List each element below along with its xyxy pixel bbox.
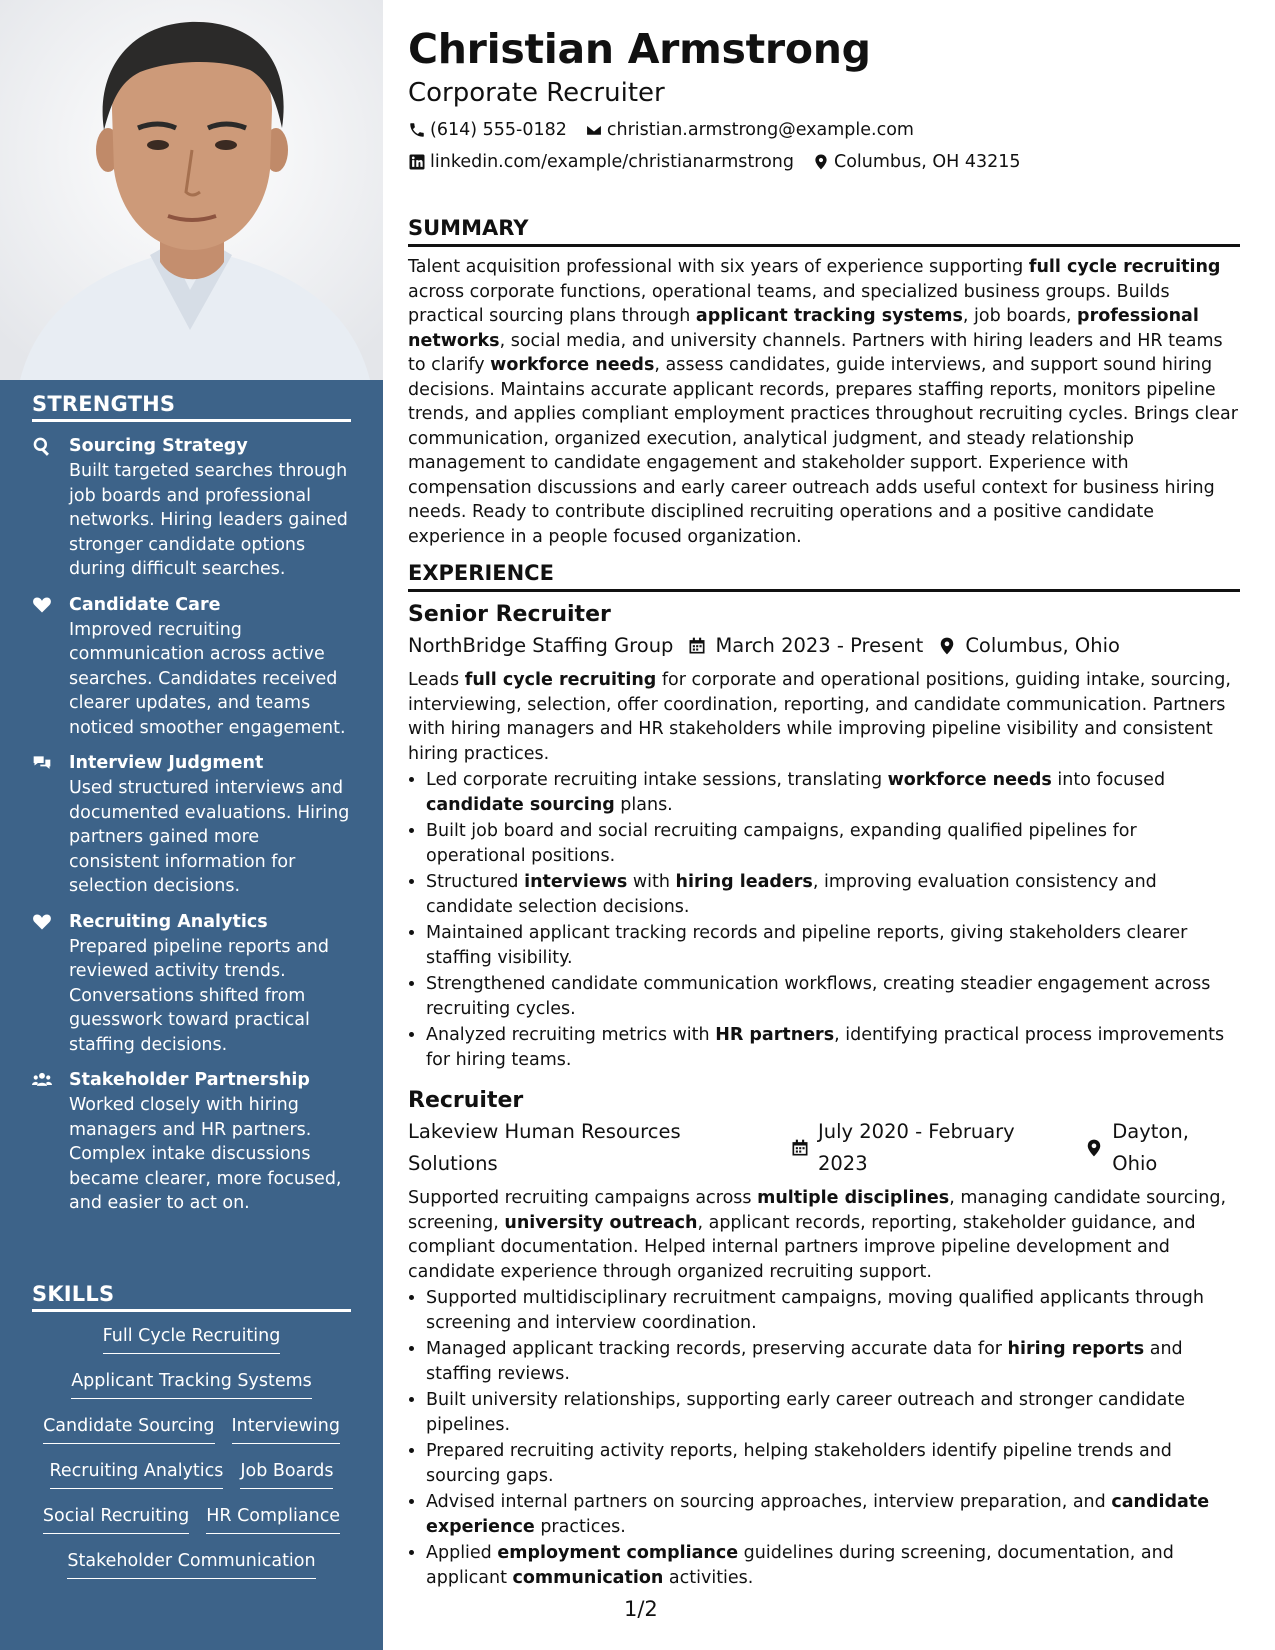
job-dates: March 2023 - Present <box>715 634 924 657</box>
skill-row <box>32 1414 351 1459</box>
skill-row <box>32 1324 351 1369</box>
job-meta <box>408 1116 1240 1180</box>
text-segment: , assess candidates, guide interviews, and support sound hiring decisions. Maintains accurate applicant records, prepares staffing reports, monitors pipeline trends, and applies compliant employment practices throughout recruiting cycles. Brings clear communication, organized execution, analytical judgment, and steady relationship management to candidate engagement and stakeholder support. Experience with compensation discussions and early career outreach adds useful context for business hiring needs. Ready to contribute disciplined recruiting operations and a positive candidate experience in a people focused organization. <box>408 355 1238 547</box>
skill-tag: Recruiting Analytics <box>50 1459 224 1489</box>
achievement-item <box>426 1023 1240 1072</box>
strength-description: Prepared pipeline reports and reviewed activity trends. Conversations shifted from guesswork toward practical staffing decisions. <box>69 936 329 1055</box>
text-segment: Maintained applicant tracking records and pipeline reports, giving stakeholders clearer staffing visibility. <box>426 923 1188 968</box>
candidate-name: Christian Armstrong <box>408 25 871 73</box>
strength-item <box>32 1068 351 1216</box>
profile-photo <box>0 0 383 380</box>
text-segment: across corporate functions, operational teams, and specialized business groups. Builds practical sourcing plans through <box>408 281 1170 326</box>
achievement-item <box>426 1388 1240 1437</box>
job-location: Columbus, Ohio <box>965 634 1120 657</box>
skill-row <box>32 1549 351 1594</box>
skill-row <box>32 1459 351 1504</box>
phone-contact <box>408 114 567 146</box>
chat-icon <box>32 751 69 899</box>
text-segment: with <box>627 872 676 892</box>
users-icon <box>32 1068 69 1216</box>
contact-row <box>408 146 1240 178</box>
map-pin-icon <box>812 153 830 171</box>
strength-title: Interview Judgment <box>69 753 264 773</box>
experience-section <box>408 561 1240 1590</box>
emphasis-text: HR partners <box>715 1025 835 1045</box>
strength-description: Improved recruiting communication across active searches. Candidates received clearer updates, and teams noticed smoother engagement. <box>69 619 346 738</box>
phone-icon <box>408 121 426 139</box>
location-text: Columbus, OH 43215 <box>834 152 1021 172</box>
emphasis-text: communication <box>512 1567 664 1588</box>
text-segment: , social media, and university channels. Partners with hiring leaders and HR teams to clarify <box>408 330 1223 375</box>
company-name: Lakeview Human Resources Solutions <box>408 1120 681 1175</box>
emphasis-text: professional networks <box>408 306 1199 351</box>
text-segment: Prepared recruiting activity reports, helping stakeholders identify pipeline trends and sourcing gaps. <box>426 1441 1172 1486</box>
main-content <box>408 22 1240 1592</box>
skills-section <box>32 1282 351 1594</box>
email-contact[interactable] <box>585 114 914 146</box>
emphasis-text: candidate sourcing <box>426 794 615 815</box>
emphasis-text: employment compliance <box>497 1543 739 1563</box>
text-segment: Built job board and social recruiting campaigns, expanding qualified pipelines for operational positions. <box>426 821 1137 866</box>
achievement-item <box>426 1337 1240 1386</box>
emphasis-text: university outreach <box>504 1212 698 1233</box>
emphasis-text: hiring reports <box>1007 1339 1145 1359</box>
emphasis-text: hiring leaders <box>675 872 813 892</box>
skill-tag: Job Boards <box>240 1459 333 1489</box>
strength-item <box>32 434 351 582</box>
achievement-list <box>408 1286 1240 1590</box>
text-segment: into focused <box>1051 770 1166 790</box>
strength-item <box>32 593 351 741</box>
calendar-icon <box>776 1138 818 1158</box>
linkedin-icon <box>408 153 426 171</box>
text-segment: Supported recruiting campaigns across <box>408 1188 758 1208</box>
achievement-item <box>426 768 1240 817</box>
text-segment: Built university relationships, supporting early career outreach and stronger candidate pipelines. <box>426 1390 1186 1435</box>
sidebar <box>0 0 383 1650</box>
text-segment: Talent acquisition professional with six years of experience supporting <box>408 257 1029 277</box>
text-segment: , job boards, <box>962 306 1078 326</box>
emphasis-text: full cycle recruiting <box>1028 257 1221 277</box>
strengths-heading: STRENGTHS <box>32 392 351 422</box>
text-segment: Leads <box>408 670 465 690</box>
map-pin-icon <box>1070 1138 1112 1158</box>
summary-heading: SUMMARY <box>408 216 1240 247</box>
text-segment: and staffing reviews. <box>426 1339 1183 1384</box>
job-dates: July 2020 - February 2023 <box>817 1120 1015 1175</box>
heart-icon <box>32 593 69 741</box>
text-segment: Structured <box>426 872 525 892</box>
job-title-headline: Corporate Recruiter <box>408 78 665 108</box>
achievement-item <box>426 1286 1240 1335</box>
achievement-item <box>426 921 1240 970</box>
skill-tag: Social Recruiting <box>43 1504 189 1534</box>
text-segment: guidelines during screening, documentation, and applicant <box>426 1543 1174 1588</box>
text-segment: Advised internal partners on sourcing approaches, interview preparation, and <box>426 1492 1112 1512</box>
phone-text: (614) 555-0182 <box>430 120 567 140</box>
map-pin-icon <box>923 636 965 656</box>
achievement-item <box>426 972 1240 1021</box>
text-segment: , managing candidate sourcing, screening, <box>408 1188 1227 1233</box>
emphasis-text: applicant tracking systems <box>695 306 963 326</box>
summary-section <box>408 216 1240 549</box>
text-segment: , identifying practical process improvements for hiring teams. <box>426 1025 1225 1070</box>
strength-description: Built targeted searches through job boards and professional networks. Hiring leaders gained stronger candidate options during difficult searches. <box>69 461 348 579</box>
strength-description: Worked closely with hiring managers and HR partners. Complex intake discussions became clearer, more focused, and easier to act on. <box>69 1095 342 1213</box>
job-meta <box>408 630 1240 662</box>
emphasis-text: full cycle recruiting <box>464 670 657 690</box>
strengths-section <box>32 392 351 1227</box>
skill-row <box>32 1504 351 1549</box>
skill-tag: Stakeholder Communication <box>67 1549 315 1579</box>
job-title: Senior Recruiter <box>408 602 611 627</box>
skills-list <box>32 1324 351 1594</box>
achievement-item <box>426 870 1240 919</box>
strength-title: Stakeholder Partnership <box>69 1070 310 1090</box>
achievement-list <box>408 768 1240 1072</box>
heart-icon <box>32 910 69 1058</box>
text-segment: Managed applicant tracking records, preserving accurate data for <box>426 1339 1008 1359</box>
job-entry <box>408 600 1240 1072</box>
achievement-item <box>426 1541 1240 1590</box>
text-segment: , applicant records, reporting, stakeholder guidance, and compliant documentation. Helped internal partners improve pipeline development and candidate experience through organized recruiting support. <box>408 1212 1196 1282</box>
text-segment: plans. <box>614 794 673 815</box>
emphasis-text: candidate experience <box>426 1492 1210 1537</box>
jobs-list <box>408 600 1240 1590</box>
skill-row <box>32 1369 351 1414</box>
achievement-item <box>426 819 1240 868</box>
emphasis-text: workforce needs <box>887 770 1052 790</box>
emphasis-text: workforce needs <box>490 355 655 375</box>
achievement-item <box>426 1490 1240 1539</box>
job-description <box>408 668 1240 766</box>
location-contact <box>812 146 1021 178</box>
text-segment: activities. <box>663 1567 754 1588</box>
job-description <box>408 1186 1240 1284</box>
skill-tag: Full Cycle Recruiting <box>103 1324 281 1354</box>
skill-tag: Applicant Tracking Systems <box>71 1369 312 1399</box>
search-icon <box>32 434 69 582</box>
strength-title: Candidate Care <box>69 594 221 615</box>
skill-tag: Interviewing <box>232 1414 340 1444</box>
emphasis-text: multiple disciplines <box>757 1188 950 1208</box>
text-segment: Applied <box>426 1543 498 1563</box>
text-segment: Led corporate recruiting intake sessions, translating <box>426 770 888 790</box>
page-number: 1/2 <box>624 1597 658 1621</box>
linkedin-text[interactable]: linkedin.com/example/christianarmstrong <box>430 152 794 172</box>
linkedin-contact[interactable] <box>408 146 794 178</box>
summary-text <box>408 255 1240 549</box>
experience-heading: EXPERIENCE <box>408 561 1240 592</box>
achievement-item <box>426 1439 1240 1488</box>
contact-row <box>408 114 1240 146</box>
strength-item <box>32 751 351 899</box>
text-segment: practices. <box>534 1516 626 1537</box>
job-title: Recruiter <box>408 1088 524 1113</box>
text-segment: Supported multidisciplinary recruitment campaigns, moving qualified applicants through screening and interview coordination. <box>426 1288 1204 1333</box>
envelope-icon <box>585 121 603 139</box>
text-segment: , improving evaluation consistency and candidate selection decisions. <box>426 872 1157 917</box>
skill-tag: Candidate Sourcing <box>43 1414 214 1444</box>
job-location: Dayton, Ohio <box>1112 1120 1189 1175</box>
email-text[interactable]: christian.armstrong@example.com <box>606 120 914 140</box>
strength-description: Used structured interviews and documented evaluations. Hiring partners gained more consistent information for selection decisions. <box>69 778 350 896</box>
company-name: NorthBridge Staffing Group <box>408 634 674 657</box>
skill-tag: HR Compliance <box>206 1504 340 1534</box>
strength-item <box>32 910 351 1058</box>
strength-title: Sourcing Strategy <box>69 436 248 456</box>
skills-heading: SKILLS <box>32 1282 351 1312</box>
portrait-illustration <box>0 0 383 380</box>
job-entry <box>408 1086 1240 1590</box>
strength-title: Recruiting Analytics <box>69 911 268 932</box>
text-segment: Analyzed recruiting metrics with <box>426 1025 716 1045</box>
calendar-icon <box>673 636 715 656</box>
text-segment: Strengthened candidate communication workflows, creating steadier engagement across recruiting cycles. <box>426 974 1211 1019</box>
emphasis-text: interviews <box>524 872 628 892</box>
text-segment: for corporate and operational positions, guiding intake, sourcing, interviewing, selection, offer coordination, reporting, and candidate communication. Partners with hiring managers and HR stakeholders while improving pipeline visibility and consistent hiring practices. <box>408 670 1231 764</box>
